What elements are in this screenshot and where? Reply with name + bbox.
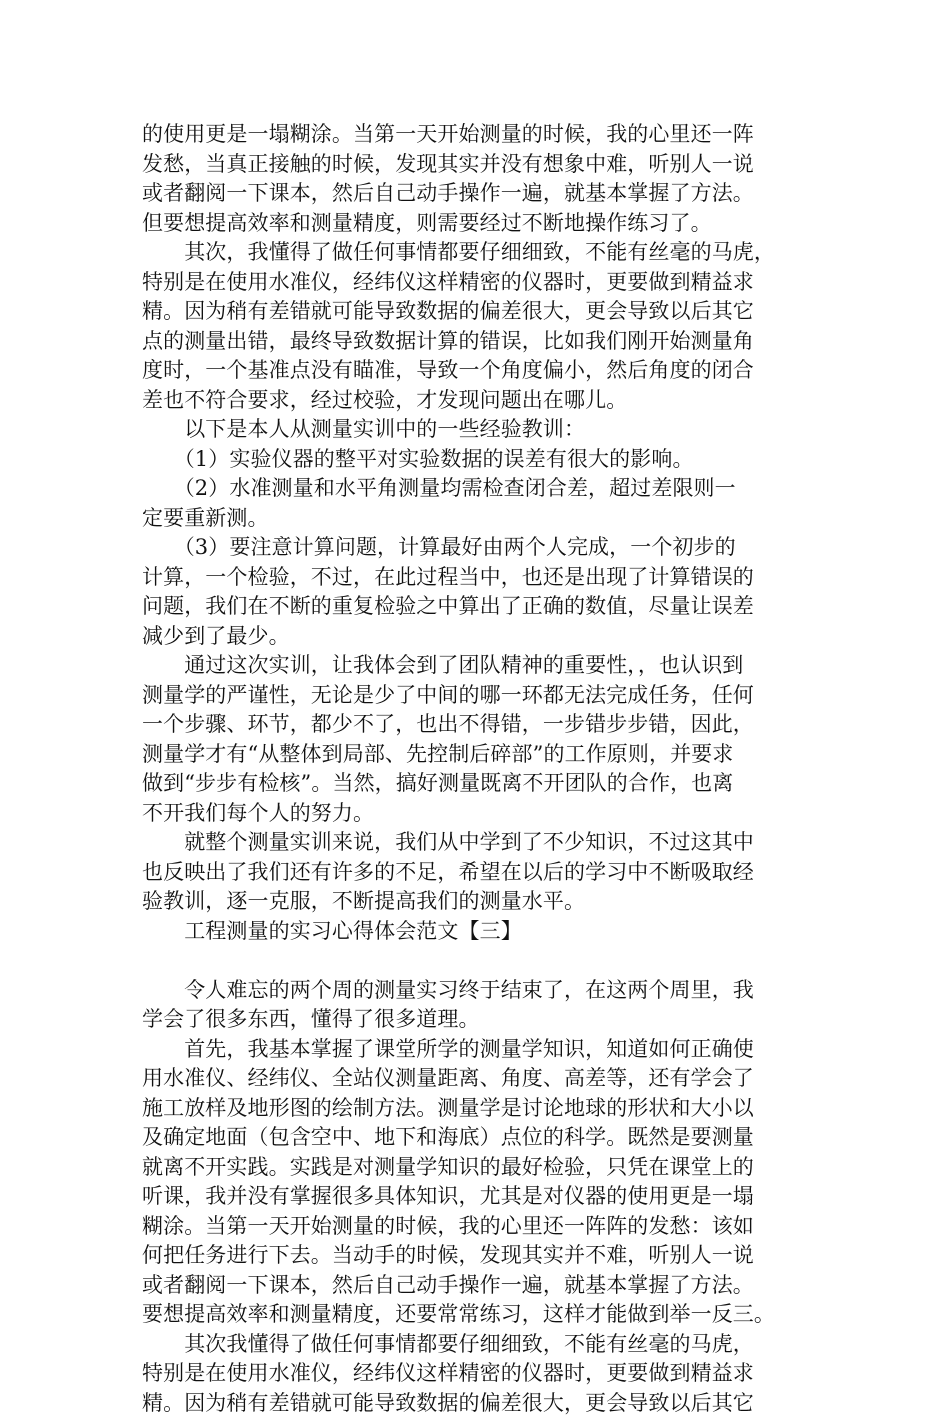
text-line: 首先，我基本掌握了课堂所学的测量学知识，知道如何正确使 [142,1035,806,1065]
text-line: 不开我们每个人的努力。 [142,799,806,829]
section-heading: 工程测量的实习心得体会范文【三】 [142,917,806,947]
text-line: 减少到了最少。 [142,622,806,652]
text-line: 问题，我们在不断的重复检验之中算出了正确的数值，尽量让误差 [142,592,806,622]
text-line: 但要想提高效率和测量精度，则需要经过不断地操作练习了。 [142,209,806,239]
text-line: 点的测量出错，最终导致数据计算的错误，比如我们刚开始测量角 [142,327,806,357]
text-line: 及确定地面（包含空中、地下和海底）点位的科学。既然是要测量 [142,1123,806,1153]
text-line: 施工放样及地形图的绘制方法。测量学是讨论地球的形状和大小以 [142,1094,806,1124]
text-line: 测量学的严谨性，无论是少了中间的哪一环都无法完成任务，任何 [142,681,806,711]
text-line: 其次，我懂得了做任何事情都要仔细细致，不能有丝毫的马虎， [142,238,806,268]
text-line: 定要重新测。 [142,504,806,534]
text-line: 测量学才有“从整体到局部、先控制后碎部”的工作原则，并要求 [142,740,806,770]
text-line: 特别是在使用水准仪，经纬仪这样精密的仪器时，更要做到精益求 [142,268,806,298]
text-line: 精。因为稍有差错就可能导致数据的偏差很大，更会导致以后其它 [142,1389,806,1418]
text-line: 发愁，当真正接触的时候，发现其实并没有想象中难，听别人一说 [142,150,806,180]
document-body [142,120,806,1418]
list-item: （1）实验仪器的整平对实验数据的误差有很大的影响。 [142,445,806,475]
text-line: 或者翻阅一下课本，然后自己动手操作一遍，就基本掌握了方法。 [142,179,806,209]
list-item: （3）要注意计算问题，计算最好由两个人完成，一个初步的 [142,533,806,563]
text-line: 就整个测量实训来说，我们从中学到了不少知识，不过这其中 [142,828,806,858]
text-line: 就离不开实践。实践是对测量学知识的最好检验，只凭在课堂上的 [142,1153,806,1183]
text-line: 做到“步步有检核”。当然，搞好测量既离不开团队的合作，也离 [142,769,806,799]
text-line: 计算，一个检验，不过，在此过程当中，也还是出现了计算错误的 [142,563,806,593]
text-line: 听课，我并没有掌握很多具体知识，尤其是对仪器的使用更是一塌 [142,1182,806,1212]
text-line: 精。因为稍有差错就可能导致数据的偏差很大，更会导致以后其它 [142,297,806,327]
text-line: 差也不符合要求，经过校验，才发现问题出在哪儿。 [142,386,806,416]
text-line: 也反映出了我们还有许多的不足，希望在以后的学习中不断吸取经 [142,858,806,888]
text-line: 验教训，逐一克服，不断提高我们的测量水平。 [142,887,806,917]
text-line: 的使用更是一塌糊涂。当第一天开始测量的时候，我的心里还一阵 [142,120,806,150]
text-line: 其次我懂得了做任何事情都要仔细细致，不能有丝毫的马虎， [142,1330,806,1360]
text-line: 特别是在使用水准仪，经纬仪这样精密的仪器时，更要做到精益求 [142,1359,806,1389]
text-line: 要想提高效率和测量精度，还要常常练习，这样才能做到举一反三。 [142,1300,806,1330]
text-line: 学会了很多东西，懂得了很多道理。 [142,1005,806,1035]
text-line: 或者翻阅一下课本，然后自己动手操作一遍，就基本掌握了方法。 [142,1271,806,1301]
text-line: 度时，一个基准点没有瞄准，导致一个角度偏小，然后角度的闭合 [142,356,806,386]
text-line: 糊涂。当第一天开始测量的时候，我的心里还一阵阵的发愁：该如 [142,1212,806,1242]
blank-line [142,946,806,976]
text-line: 令人难忘的两个周的测量实习终于结束了，在这两个周里，我 [142,976,806,1006]
text-line: 通过这次实训，让我体会到了团队精神的重要性，，也认识到 [142,651,806,681]
text-line: 用水准仪、经纬仪、全站仪测量距离、角度、高差等，还有学会了 [142,1064,806,1094]
list-item: （2）水准测量和水平角测量均需检查闭合差，超过差限则一 [142,474,806,504]
text-line: 一个步骤、环节，都少不了，也出不得错，一步错步步错，因此， [142,710,806,740]
text-line: 以下是本人从测量实训中的一些经验教训： [142,415,806,445]
text-line: 何把任务进行下去。当动手的时候，发现其实并不难，听别人一说 [142,1241,806,1271]
